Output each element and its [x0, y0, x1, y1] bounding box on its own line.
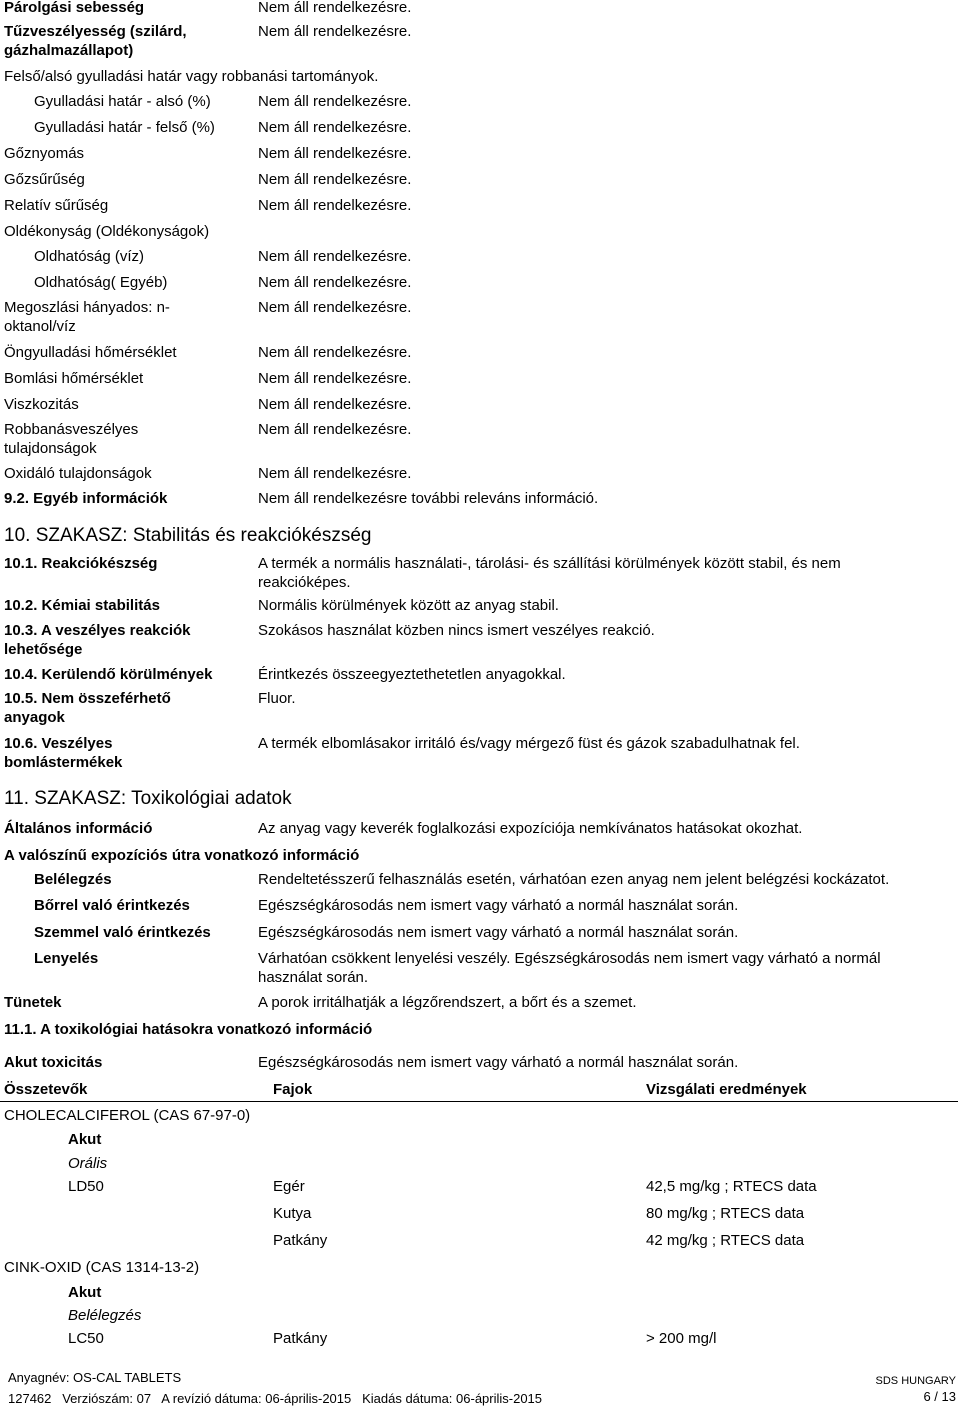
partition-label: Megoszlási hányados: n-oktanol/víz [4, 299, 170, 335]
autoignition-label: Öngyulladási hőmérséklet [4, 344, 177, 361]
acute-tox-label: Akut toxicitás [4, 1054, 103, 1071]
explosive-value: Nem áll rendelkezésre. [258, 421, 412, 438]
decomposition-label: Bomlási hőmérséklet [4, 370, 144, 387]
comp2-acute-label: Akut [68, 1284, 102, 1301]
symptoms-label: Tünetek [4, 994, 62, 1011]
col-result-header: Vizsgálati eredmények [646, 1081, 807, 1098]
decomp-products-value: A termék elbomlásakor irritáló és/vagy mérgező füst és gázok szabadulhatnak fel. [258, 735, 800, 752]
viscosity-value: Nem áll rendelkezésre. [258, 396, 412, 413]
comp1-metric-label: LD50 [68, 1178, 104, 1195]
autoignition-value: Nem áll rendelkezésre. [258, 344, 412, 361]
section10-title: 10. SZAKASZ: Stabilitás és reakciókészség [4, 525, 372, 546]
section11-title: 11. SZAKASZ: Toxikológiai adatok [4, 788, 292, 809]
col-species-header: Fajok [273, 1081, 313, 1098]
inhalation-label: Belélegzés [34, 871, 112, 888]
hazardous-reactions-label: 10.3. A veszélyes reakciók lehetősége [4, 622, 191, 658]
table-row-species: Patkány [273, 1232, 328, 1249]
incompatible-label: 10.5. Nem összeférhető anyagok [4, 690, 171, 726]
vapor-pressure-label: Gőznyomás [4, 145, 85, 162]
acute-tox-value: Egészségkárosodás nem ismert vagy várható a normál használat során. [258, 1054, 739, 1071]
upper-limit-value: Nem áll rendelkezésre. [258, 119, 412, 136]
table-row-species: Patkány [273, 1330, 328, 1347]
general-info-value: Az anyag vagy keverék foglalkozási expozíciója nemkívánatos hatásokat okozhat. [258, 820, 803, 837]
limits-heading: Felső/alsó gyulladási határ vagy robbanási tartományok. [4, 68, 379, 85]
eye-label: Szemmel való érintkezés [34, 924, 211, 941]
solubility-label: Oldékonyság (Oldékonyságok) [4, 223, 210, 240]
table-row-result: > 200 mg/l [646, 1330, 717, 1347]
oxidizing-label: Oxidáló tulajdonságok [4, 465, 152, 482]
inhalation-value: Rendeltetésszerű felhasználás esetén, várhatóan ezen anyag nem jelent belégzési kockázatot. [258, 871, 890, 888]
stability-value: Normális körülmények között az anyag stabil. [258, 597, 559, 614]
routes-heading: A valószínű expozíciós útra vonatkozó információ [4, 847, 360, 864]
eye-value: Egészségkárosodás nem ismert vagy várható a normál használat során. [258, 924, 739, 941]
table-row-result: 42,5 mg/kg ; RTECS data [646, 1178, 817, 1195]
footer-document-info: 127462 Verziószám: 07 A revízió dátuma: 06-április-2015 Kiadás dátuma: 06-április-2015 [8, 1391, 543, 1406]
flammability-value: Nem áll rendelkezésre. [258, 23, 412, 40]
viscosity-label: Viszkozitás [4, 396, 79, 413]
comp1-acute-label: Akut [68, 1131, 102, 1148]
stability-label: 10.2. Kémiai stabilitás [4, 597, 160, 614]
oxidizing-value: Nem áll rendelkezésre. [258, 465, 412, 482]
evap-rate-label: Párolgási sebesség [4, 0, 145, 16]
avoid-conditions-label: 10.4. Kerülendő körülmények [4, 666, 213, 683]
lower-limit-label: Gyulladási határ - alsó (%) [34, 93, 211, 110]
vapor-density-value: Nem áll rendelkezésre. [258, 171, 412, 188]
reactivity-value: A termék a normális használati-, tárolási- és szállítási körülmények között stabil, és nem reakcióképes. [258, 555, 841, 591]
component-zinc-oxide: CINK-OXID (CAS 1314-13-2) [4, 1259, 200, 1276]
skin-value: Egészségkárosodás nem ismert vagy várható a normál használat során. [258, 897, 739, 914]
comp2-metric-label: LC50 [68, 1330, 104, 1347]
decomp-products-label: 10.6. Veszélyes bomlástermékek [4, 735, 123, 771]
component-cholecalciferol: CHOLECALCIFEROL (CAS 67-97-0) [4, 1107, 251, 1124]
col-component-header: Összetevők [4, 1081, 88, 1098]
solubility-water-label: Oldhatóság (víz) [34, 248, 145, 265]
hazardous-reactions-value: Szokásos használat közben nincs ismert veszélyes reakció. [258, 622, 655, 639]
solubility-water-value: Nem áll rendelkezésre. [258, 248, 412, 265]
partition-value: Nem áll rendelkezésre. [258, 299, 412, 316]
symptoms-value: A porok irritálhatják a légzőrendszert, a bőrt és a szemet. [258, 994, 637, 1011]
explosive-label: Robbanásveszélyes tulajdonságok [4, 421, 139, 457]
general-info-label: Általános információ [4, 820, 153, 837]
lower-limit-value: Nem áll rendelkezésre. [258, 93, 412, 110]
flammability-label: Tűzveszélyesség (szilárd, gázhalmazállapot) [4, 23, 187, 59]
relative-density-label: Relatív sűrűség [4, 197, 109, 214]
table-row-result: 42 mg/kg ; RTECS data [646, 1232, 805, 1249]
comp1-route-label: Orális [68, 1155, 108, 1172]
other-info-value: Nem áll rendelkezésre további releváns információ. [258, 490, 599, 507]
avoid-conditions-value: Érintkezés összeegyeztethetetlen anyagokkal. [258, 666, 566, 683]
table-row-species: Egér [273, 1178, 305, 1195]
ingestion-label: Lenyelés [34, 950, 99, 967]
relative-density-value: Nem áll rendelkezésre. [258, 197, 412, 214]
footer-sds-label: SDS HUNGARY [875, 1375, 956, 1387]
incompatible-value: Fluor. [258, 690, 296, 707]
upper-limit-label: Gyulladási határ - felső (%) [34, 119, 215, 136]
skin-label: Bőrrel való érintkezés [34, 897, 190, 914]
footer-page-number: 6 / 13 [923, 1389, 956, 1404]
decomposition-value: Nem áll rendelkezésre. [258, 370, 412, 387]
tox-heading: 11.1. A toxikológiai hatásokra vonatkozó információ [4, 1021, 373, 1038]
footer-product-name: Anyagnév: OS-CAL TABLETS [8, 1370, 182, 1385]
table-row-result: 80 mg/kg ; RTECS data [646, 1205, 805, 1222]
vapor-pressure-value: Nem áll rendelkezésre. [258, 145, 412, 162]
solubility-other-label: Oldhatóság( Egyéb) [34, 274, 168, 291]
reactivity-label: 10.1. Reakciókészség [4, 555, 158, 572]
vapor-density-label: Gőzsűrűség [4, 171, 85, 188]
ingestion-value: Várhatóan csökkent lenyelési veszély. Egészségkárosodás nem ismert vagy várható a normál használat során. [258, 950, 881, 986]
table-row-species: Kutya [273, 1205, 312, 1222]
other-info-label: 9.2. Egyéb információk [4, 490, 168, 507]
solubility-other-value: Nem áll rendelkezésre. [258, 274, 412, 291]
comp2-route-label: Belélegzés [68, 1307, 142, 1324]
evap-rate-value: Nem áll rendelkezésre. [258, 0, 412, 16]
table-header-rule [0, 1101, 958, 1102]
